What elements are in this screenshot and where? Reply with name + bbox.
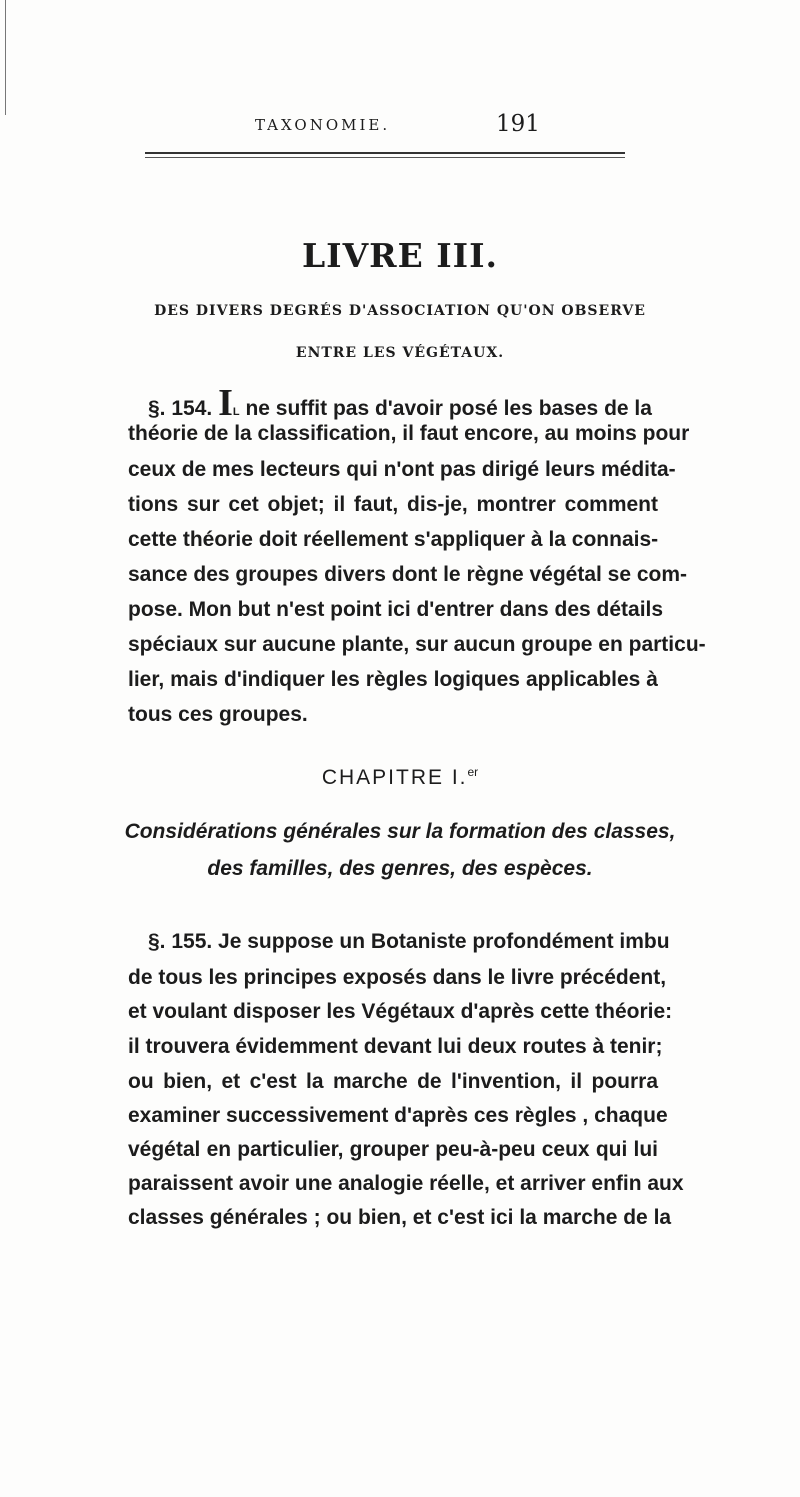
- paragraph-155-line-3: et voulant disposer les Végétaux d'après cette théorie:: [128, 1000, 673, 1023]
- paragraph-154-line-8: spéciaux sur aucune plante, sur aucun groupe en particu-: [128, 633, 706, 656]
- chapter-title-line-1: Considérations générales sur la formation des classes,: [124, 820, 676, 843]
- chapter-label-superscript: er: [467, 765, 479, 779]
- paragraph-155-line-8: paraissent avoir une analogie réelle, et arriver enfin aux: [128, 1172, 684, 1195]
- paragraph-155-line-4: il trouvera évidemment devant lui deux routes à tenir;: [128, 1035, 663, 1058]
- book-title: LIVRE III.: [301, 236, 499, 275]
- page-edge-line: [5, 0, 6, 115]
- drop-cap-rest: l: [232, 402, 240, 419]
- book-subtitle-line-1: DES DIVERS DEGRÉS D'ASSOCIATION QU'ON OBSERVE: [154, 303, 646, 319]
- paragraph-154-line-7: pose. Mon but n'est point ici d'entrer dans des détails: [128, 598, 664, 621]
- paragraph-154-line-3: ceux de mes lecteurs qui n'ont pas dirigé leurs médita-: [128, 458, 676, 481]
- header-rule-thin: [145, 157, 625, 158]
- section-number: §. 154.: [148, 397, 213, 420]
- paragraph-154-line-1-text: ne suffit pas d'avoir posé les bases de la: [245, 397, 652, 420]
- paragraph-155-line-2: de tous les principes exposés dans le livre précédent,: [128, 966, 667, 989]
- chapter-title-line-2: des familles, des genres, des espèces.: [207, 857, 593, 880]
- running-title: TAXONOMIE.: [255, 116, 391, 134]
- drop-cap: I: [218, 382, 233, 424]
- paragraph-155-line-7: végétal en particulier, grouper peu-à-peu ceux qui lui: [128, 1138, 658, 1161]
- book-subtitle-line-2: ENTRE LES VÉGÉTAUX.: [295, 345, 505, 361]
- paragraph-154-line-1: [148, 384, 657, 422]
- paragraph-155-line-1: §. 155. Je suppose un Botaniste profondément imbu: [148, 930, 670, 953]
- paragraph-154-line-2: théorie de la classification, il faut encore, au moins pour: [128, 422, 690, 445]
- paragraph-155-line-5: ou bien, et c'est la marche de l'invention, il pourra: [128, 1070, 658, 1093]
- header-rule-thick: [145, 152, 625, 154]
- paragraph-154-line-10: tous ces groupes.: [128, 703, 308, 726]
- paragraph-154-line-6: sance des groupes divers dont le règne végétal se com-: [128, 563, 688, 586]
- chapter-label: CHAPITRE I.: [321, 766, 468, 789]
- paragraph-155-line-6: examiner successivement d'après ces règles , chaque: [128, 1104, 668, 1127]
- paragraph-154-line-4: tions sur cet objet; il faut, dis-je, montrer comment: [128, 493, 658, 516]
- chapter-heading: [0, 765, 800, 790]
- paragraph-155-line-9: classes générales ; ou bien, et c'est ici la marche de la: [128, 1206, 672, 1229]
- paragraph-154-line-9: lier, mais d'indiquer les règles logiques applicables à: [128, 668, 658, 691]
- page-number: 191: [496, 111, 540, 137]
- paragraph-154-line-5: cette théorie doit réellement s'appliquer à la connais-: [128, 528, 659, 551]
